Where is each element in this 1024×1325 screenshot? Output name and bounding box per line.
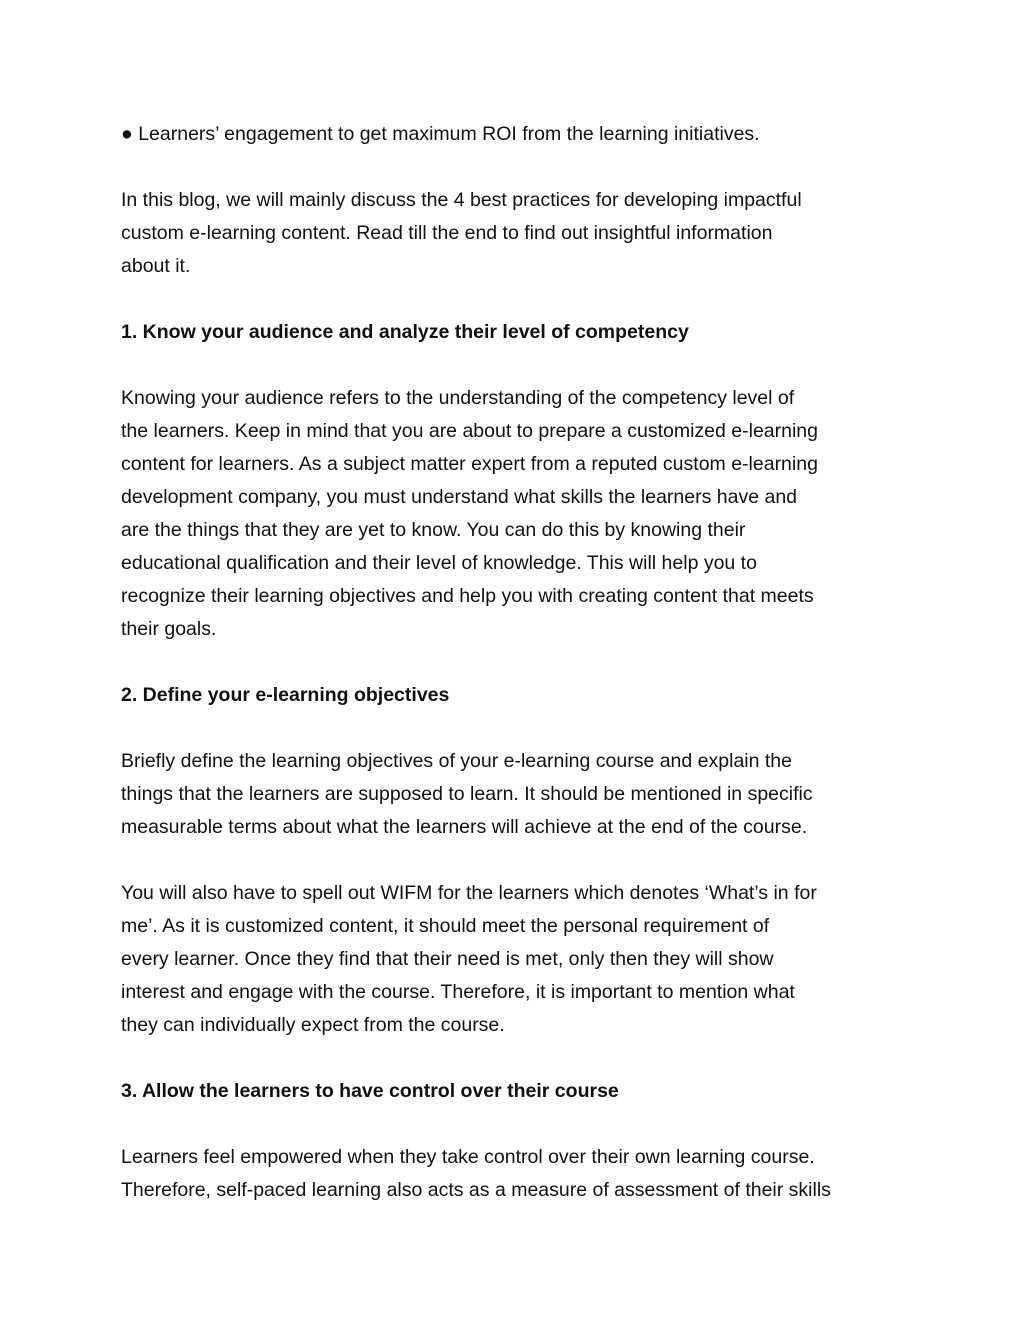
bullet-item [121,118,911,151]
text-line: You will also have to spell out WIFM for the learners which denotes ‘What’s in for [121,882,817,904]
text-line: their goals. [121,618,217,640]
text-line: me’. As it is customized content, it should meet the personal requirement of [121,915,770,937]
intro-paragraph [121,184,911,283]
section-heading-3: 3. Allow the learners to have control over their course [121,1080,619,1102]
text-line: measurable terms about what the learners will achieve at the end of the course. [121,816,808,838]
text-line: development company, you must understand what skills the learners have and [121,486,798,508]
text-line: In this blog, we will mainly discuss the 4 best practices for developing impactful [121,189,802,211]
section2-paragraph-1 [121,745,911,844]
text-line: content for learners. As a subject matter expert from a reputed custom e-learning [121,453,818,475]
text-line: things that the learners are supposed to learn. It should be mentioned in specific [121,783,813,805]
section2-paragraph-2 [121,877,911,1042]
text-line: custom e-learning content. Read till the end to find out insightful information [121,222,773,244]
section-heading-1: 1. Know your audience and analyze their level of competency [121,321,689,343]
text-line: Learners feel empowered when they take control over their own learning course. [121,1146,815,1168]
section1-paragraph [121,382,911,646]
section3-paragraph [121,1141,911,1207]
text-line: Briefly define the learning objectives of your e-learning course and explain the [121,750,792,772]
section-heading-2: 2. Define your e-learning objectives [121,684,450,706]
text-line: are the things that they are yet to know. You can do this by knowing their [121,519,746,541]
text-line: Knowing your audience refers to the understanding of the competency level of [121,387,795,409]
text-line: educational qualification and their level of knowledge. This will help you to [121,552,757,574]
document-page [121,118,911,1240]
text-line: interest and engage with the course. Therefore, it is important to mention what [121,981,795,1003]
text-line: about it. [121,255,191,277]
text-line: they can individually expect from the course. [121,1014,505,1036]
text-line: the learners. Keep in mind that you are about to prepare a customized e-learning [121,420,819,442]
text-line: recognize their learning objectives and help you with creating content that meets [121,585,814,607]
text-line: Therefore, self-paced learning also acts as a measure of assessment of their skills [121,1179,831,1201]
bullet-line: ● Learners’ engagement to get maximum ROI from the learning initiatives. [121,123,760,145]
text-line: every learner. Once they find that their need is met, only then they will show [121,948,774,970]
